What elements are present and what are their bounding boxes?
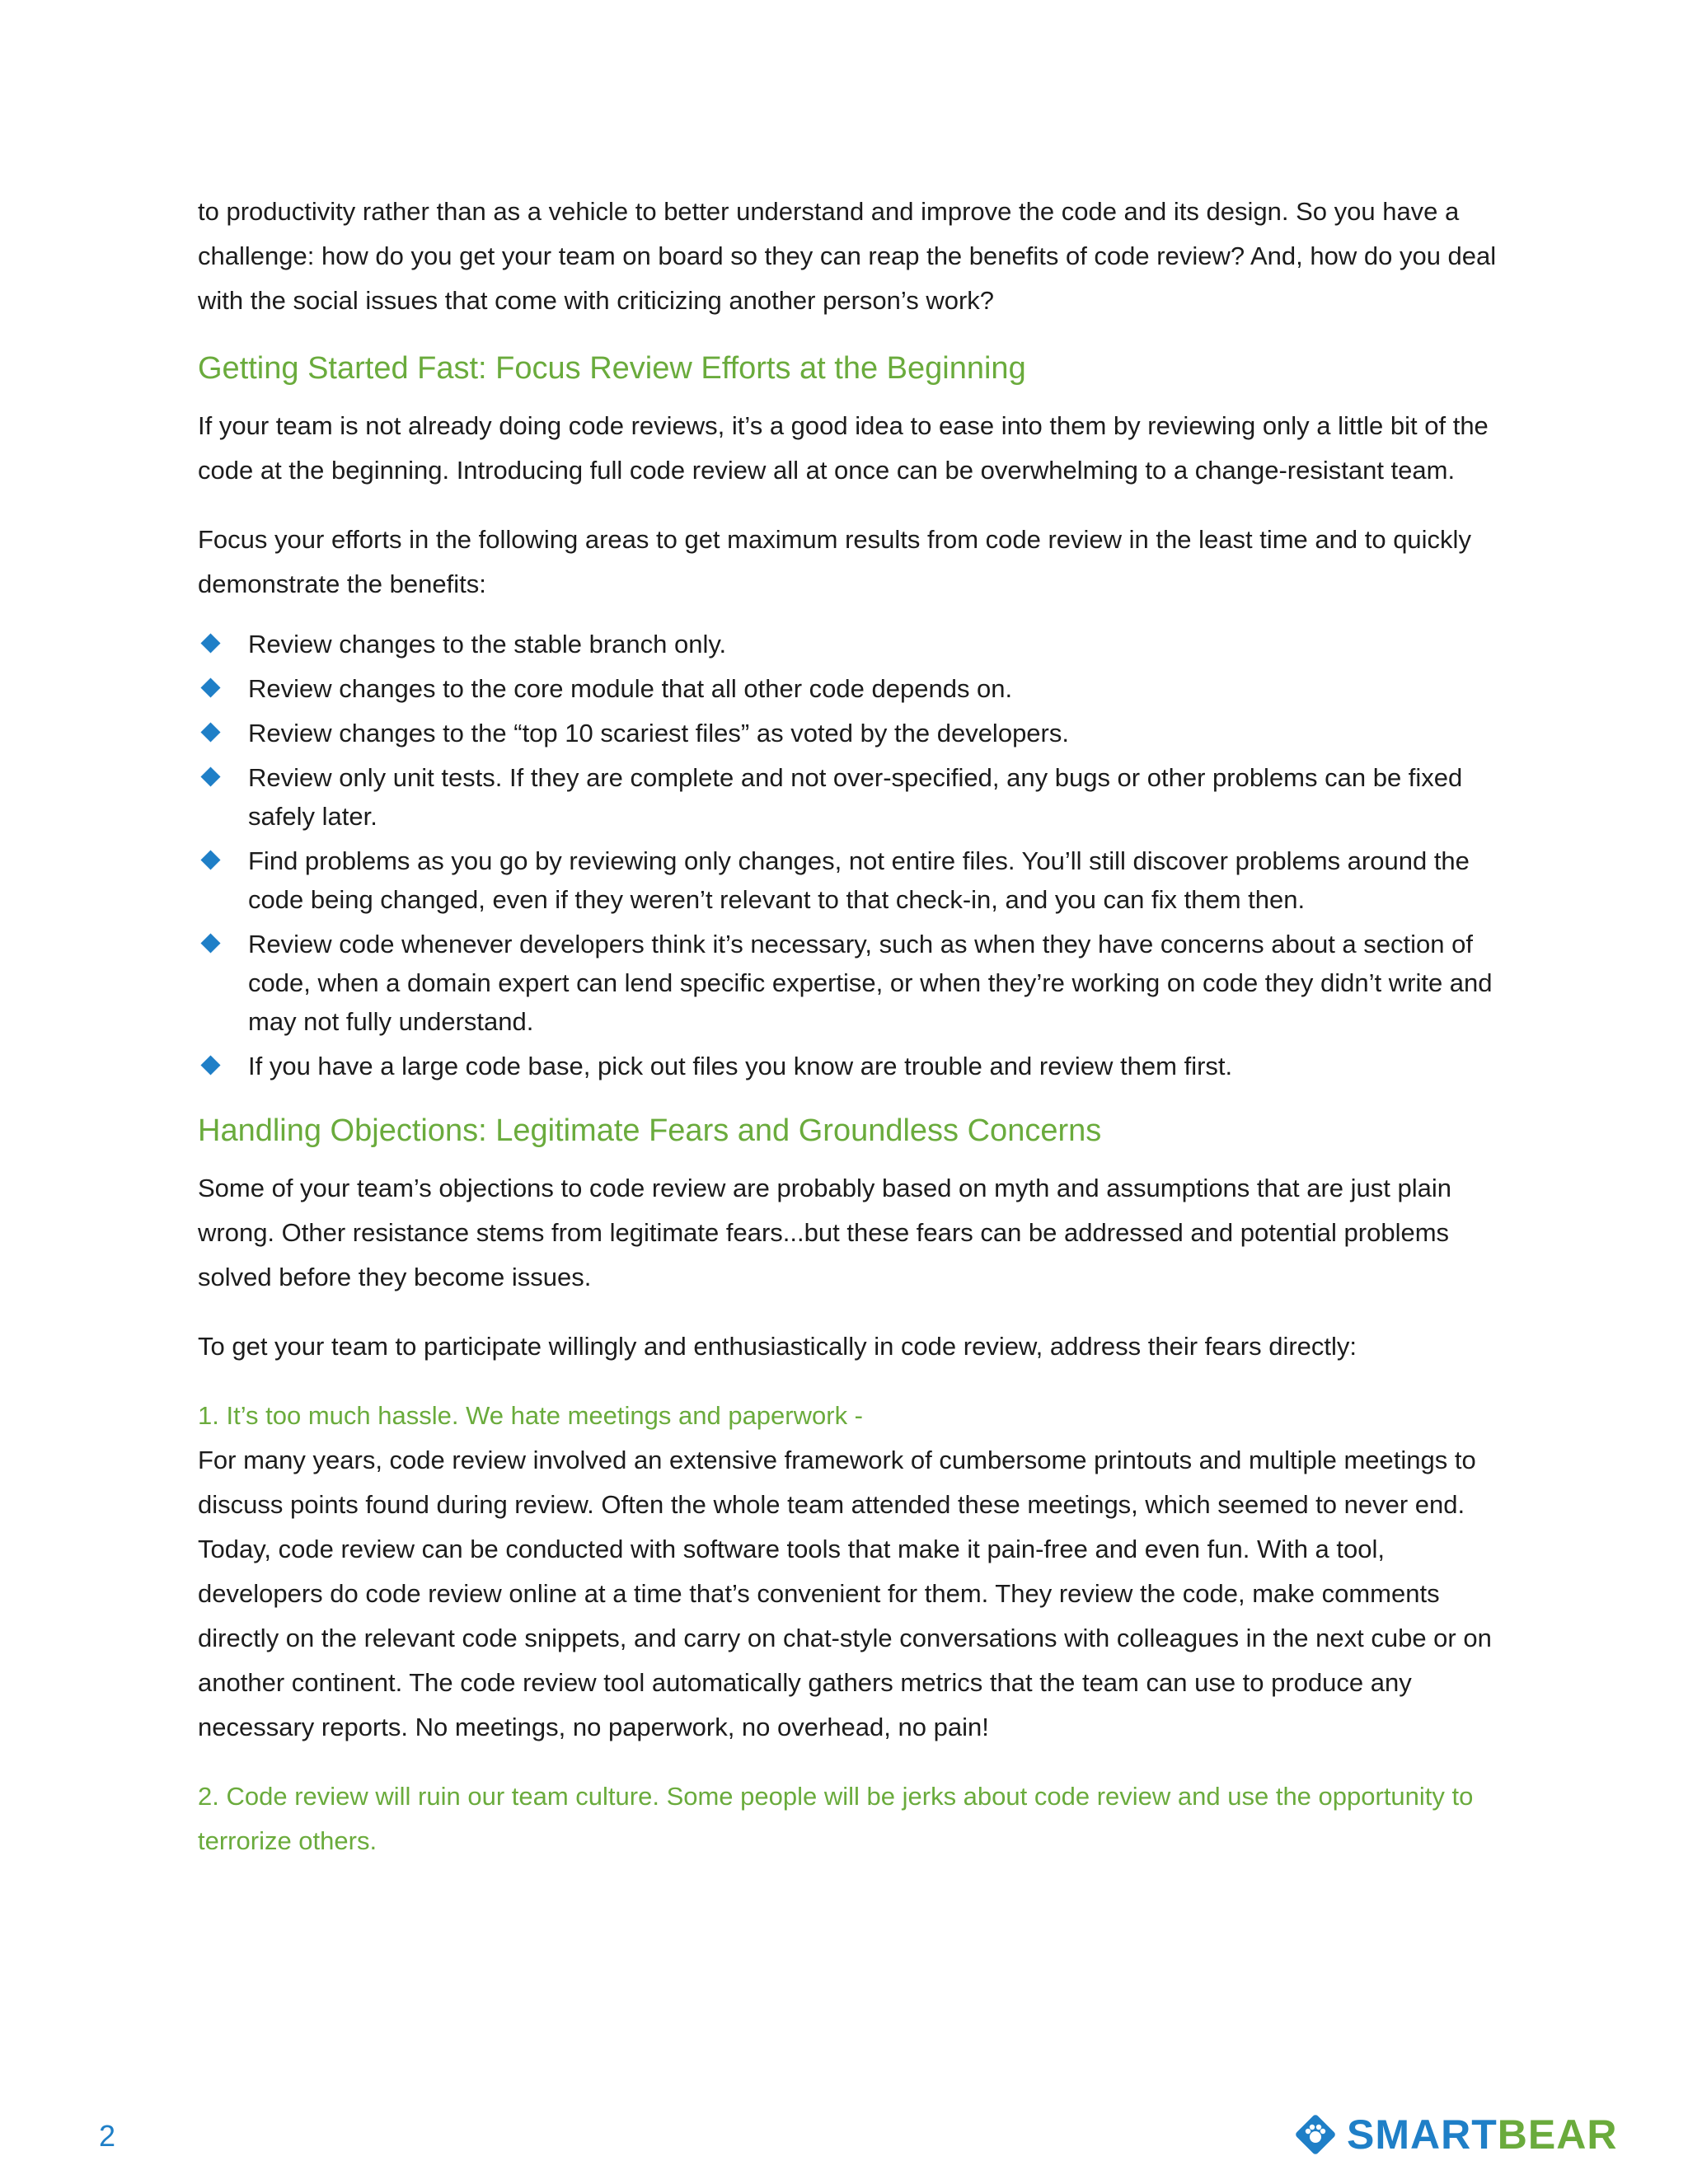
diamond-bullet-icon [200, 1055, 220, 1075]
paragraph: Focus your efforts in the following areas to get maximum results from code review in the least time and to quickly demonstrate the benefits: [198, 525, 1471, 598]
list-item-text: Review changes to the core module that all other code depends on. [248, 674, 1013, 703]
objection-1-heading: 1. It’s too much hassle. We hate meetings and paperwork - [198, 1401, 863, 1430]
objection-1-body: For many years, code review involved an extensive framework of cumbersome printouts and multiple meetings to discuss points found during review. Often the whole team attended these meetings, which seemed to never end. Today, code review can be conducted with software tools that make it pain-free and even fun. With a tool, developers do code review online at a time that’s convenient for them. They review the code, make comments directly on the relevant code snippets, and carry on chat-style conversations with colleagues in the next cube or on another continent. The code review tool automatically gathers metrics that the team can use to produce any necessary reports. No meetings, no paperwork, no overhead, no pain! [198, 1446, 1492, 1741]
diamond-bullet-icon [200, 633, 220, 653]
smartbear-logo [1292, 2108, 1617, 2161]
list-item [198, 758, 1500, 836]
logo-word-smart: SMART [1347, 2111, 1498, 2158]
paragraph: Some of your team’s objections to code review are probably based on myth and assumptions that are just plain wrong. Other resistance stems from legitimate fears...but these fears can be addressed and potential problems solved before they become issues. [198, 1174, 1451, 1291]
list-item [198, 625, 1500, 663]
diamond-bullet-icon [200, 933, 220, 953]
list-item [198, 925, 1500, 1041]
section-heading-getting-started: Getting Started Fast: Focus Review Efforts at the Beginning [198, 351, 1026, 386]
list-item-text: If you have a large code base, pick out files you know are trouble and review them first. [248, 1052, 1233, 1080]
page-number: 2 [99, 2119, 116, 2153]
list-item [198, 841, 1500, 919]
logo-word-bear: BEAR [1497, 2111, 1618, 2158]
list-item-text: Find problems as you go by reviewing only changes, not entire files. You’ll still discover problems around the code being changed, even if they weren’t relevant to that check-in, and you can fix them then. [248, 846, 1470, 914]
list-item [198, 669, 1500, 708]
list-item-text: Review changes to the stable branch only. [248, 630, 727, 658]
diamond-bullet-icon [200, 722, 220, 742]
paragraph: If your team is not already doing code reviews, it’s a good idea to ease into them by reviewing only a little bit of the code at the beginning. Introducing full code review all at once can be overwhelming to a change-resistant team. [198, 411, 1489, 485]
document-page [198, 190, 1500, 1863]
intro-paragraph: to productivity rather than as a vehicle to better understand and improve the code and its design. So you have a challenge: how do you get your team on board so they can reap the benefits of code review? And, how do you deal with the social issues that come with criticizing another person’s work? [198, 197, 1497, 315]
diamond-bullet-icon [200, 850, 220, 869]
objection-2-heading: 2. Code review will ruin our team culture. Some people will be jerks about code review and use the opportunity to terrorize others. [198, 1782, 1474, 1855]
diamond-bullet-icon [200, 677, 220, 697]
list-item-text: Review only unit tests. If they are complete and not over-specified, any bugs or other problems can be fixed safely later. [248, 763, 1463, 831]
list-item [198, 1047, 1500, 1085]
section-heading-handling-objections: Handling Objections: Legitimate Fears and Groundless Concerns [198, 1113, 1102, 1148]
list-item [198, 714, 1500, 752]
focus-areas-list [198, 625, 1500, 1085]
list-item-text: Review changes to the “top 10 scariest files” as voted by the developers. [248, 719, 1069, 748]
diamond-bullet-icon [200, 766, 220, 786]
list-item-text: Review code whenever developers think it’s necessary, such as when they have concerns about a section of code, when a domain expert can lend specific expertise, or when they’re working on code they didn’t write and may not fully understand. [248, 930, 1493, 1036]
smartbear-paw-icon [1292, 2111, 1339, 2158]
paragraph: To get your team to participate willingly and enthusiastically in code review, address their fears directly: [198, 1332, 1357, 1361]
